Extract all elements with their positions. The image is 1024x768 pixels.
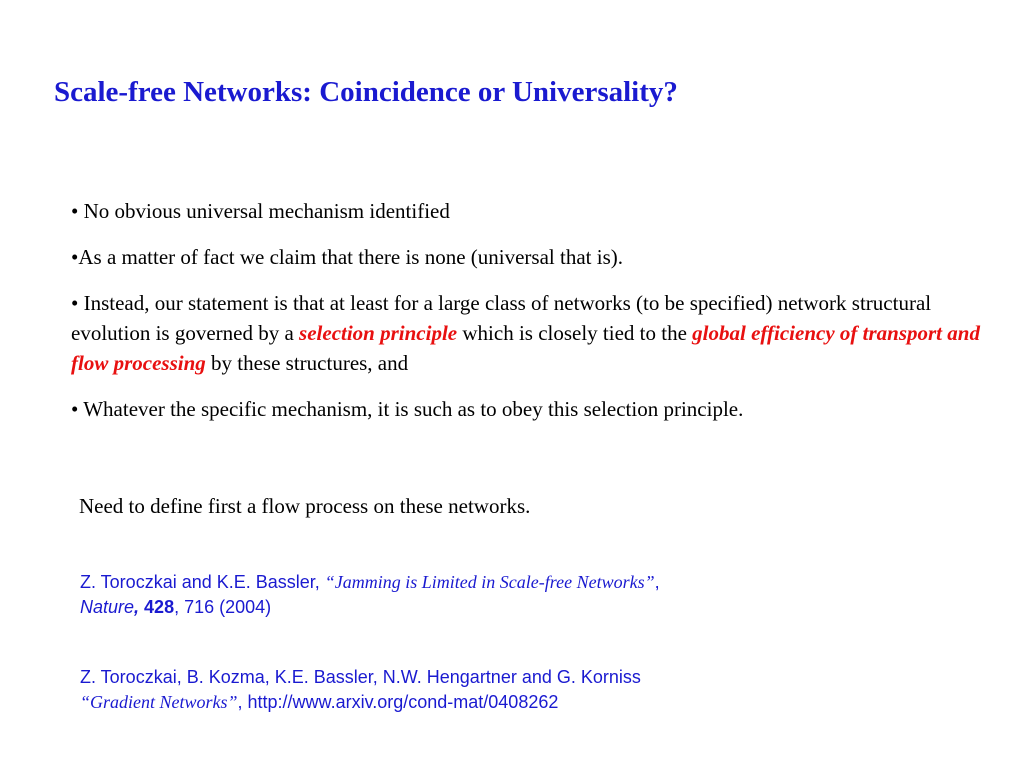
reference-punctuation: , xyxy=(134,597,140,617)
reference-toroczkai-bassler xyxy=(80,570,660,620)
bullet-list xyxy=(71,196,1001,440)
highlight-selection-principle: selection principle xyxy=(299,321,458,345)
bullet-item: • No obvious universal mechanism identified xyxy=(71,199,450,223)
reference-pages-year: , 716 (2004) xyxy=(174,597,272,617)
slide-title: Scale-free Networks: Coincidence or Universality? xyxy=(54,76,678,108)
bullet-item: • Whatever the specific mechanism, it is such as to obey this selection principle. xyxy=(71,397,744,421)
reference-title: “Jamming is Limited in Scale-free Networks” xyxy=(324,572,655,592)
flow-process-note: Need to define first a flow process on these networks. xyxy=(79,494,531,518)
bullet-item: •As a matter of fact we claim that there is none (universal that is). xyxy=(71,245,623,269)
reference-url: , http://www.arxiv.org/cond-mat/0408262 xyxy=(237,692,559,712)
reference-title: “Gradient Networks” xyxy=(80,692,238,712)
reference-authors: Z. Toroczkai and K.E. Bassler, xyxy=(80,572,325,592)
bullet-text: • Instead, our statement is that at least for a large class of networks (to be specified) network structural evolution is governed by a xyxy=(71,291,932,345)
reference-punctuation: , xyxy=(654,572,660,592)
bullet-text: which is closely tied to the xyxy=(462,321,687,345)
bullet-text: by these structures, and xyxy=(211,351,409,375)
reference-authors: Z. Toroczkai, B. Kozma, K.E. Bassler, N.W. Hengartner and G. Korniss xyxy=(80,667,641,687)
reference-gradient-networks xyxy=(80,665,641,715)
highlight-global-efficiency: global efficiency of transport and flow processing xyxy=(71,321,980,375)
bullet-item xyxy=(71,288,1001,378)
reference-journal: Nature xyxy=(80,597,135,617)
reference-volume: 428 xyxy=(139,597,175,617)
